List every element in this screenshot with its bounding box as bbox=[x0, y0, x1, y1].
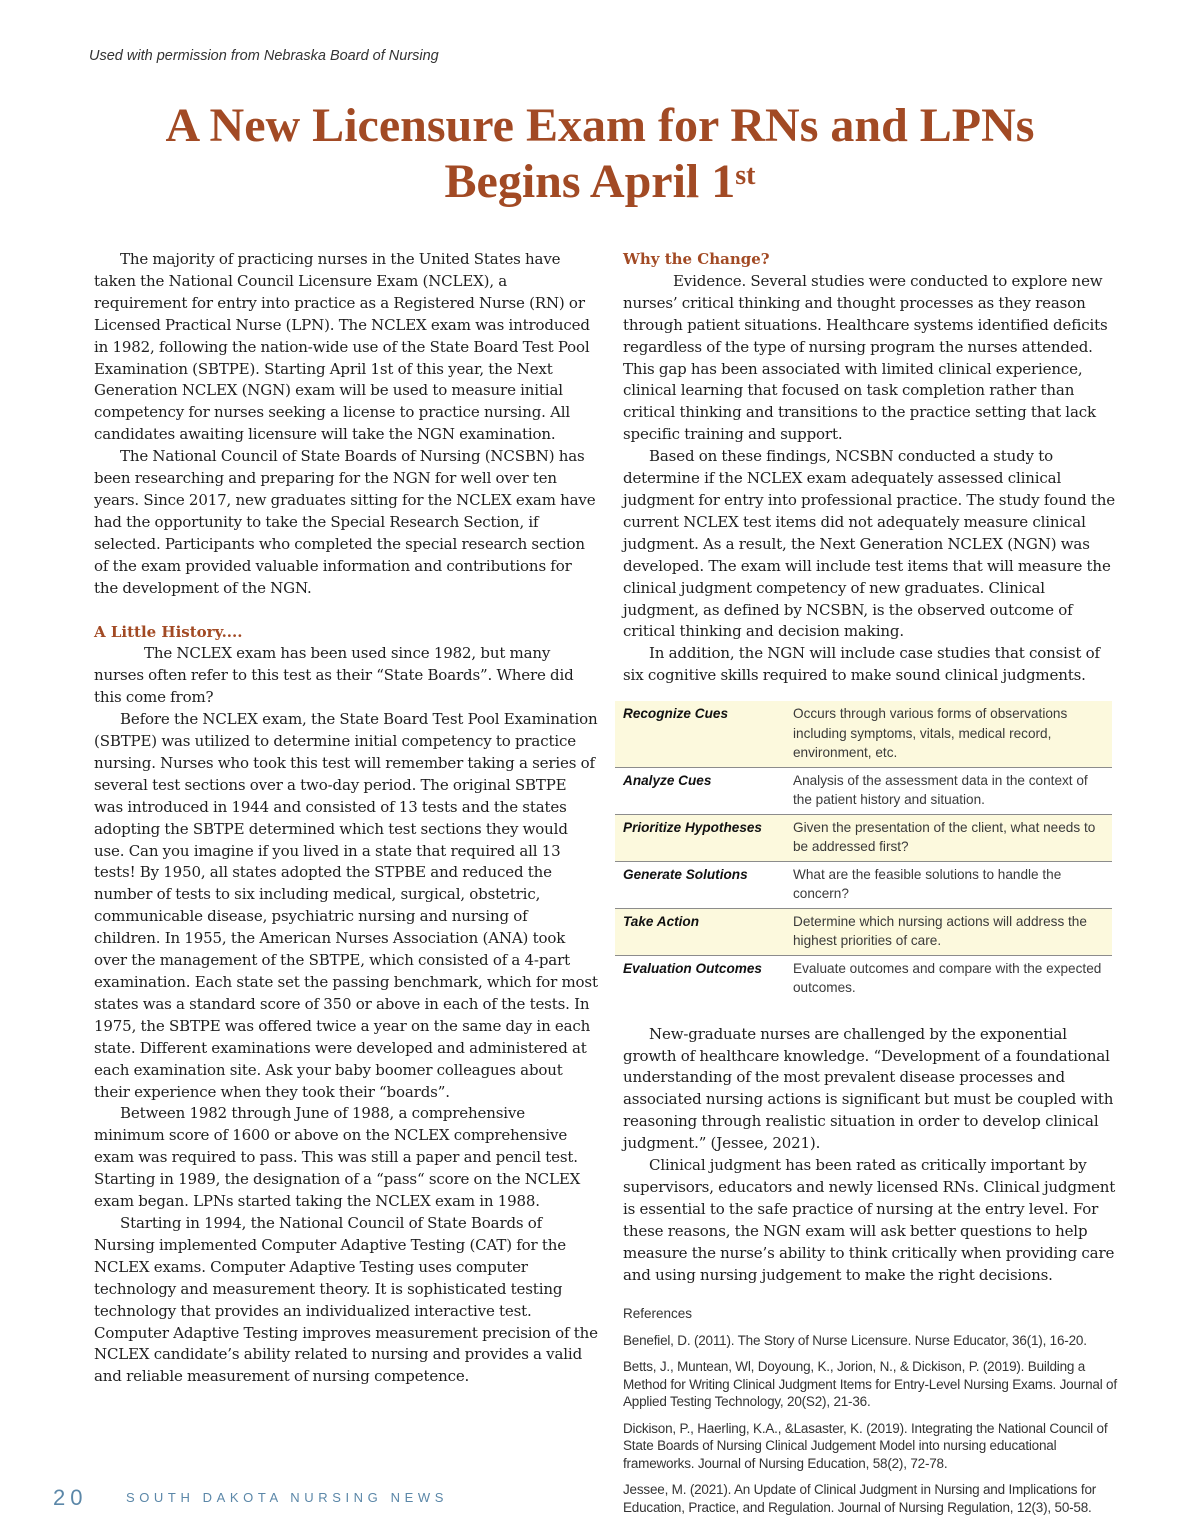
why-paragraph: Evidence. Several studies were conducted to explore new nurses’ critical thinking and thought processes as they reason through patient situations. Healthcare systems identified deficits regardless of the type of nursing program the nurses attended. This gap has been associated with limited clinical experience, clinical learning that focused on task completion rather than critical thinking and transitions to the practice setting that lack specific training and support. bbox=[623, 271, 1108, 444]
closing-paragraph: Clinical judgment has been rated as critically important by supervisors, educators and newly licensed RNs. Clinical judgment is essential to the safe practice of nursing at the entry level. For these reasons, the NGN exam will ask better questions to help measure the nurse’s ability to think critically when providing care and using nursing judgement to make the right decisions. bbox=[623, 1156, 1116, 1284]
publication-name: SOUTH DAKOTA NURSING NEWS bbox=[125, 1490, 448, 1505]
skill-name: Recognize Cues bbox=[615, 701, 785, 767]
skill-name: Take Action bbox=[615, 908, 785, 955]
table-row bbox=[615, 908, 1112, 955]
references-title: References bbox=[623, 1305, 693, 1321]
skill-name: Generate Solutions bbox=[615, 861, 785, 908]
table-row bbox=[615, 814, 1112, 861]
table-row bbox=[615, 701, 1112, 767]
closing-section bbox=[623, 1024, 1123, 1287]
title-line-2: Begins April 1 bbox=[444, 155, 736, 208]
skill-description: Occurs through various forms of observations including symptoms, vitals, medical record, environment, etc. bbox=[785, 701, 1112, 767]
why-paragraph: In addition, the NGN will include case studies that consist of six cognitive skills required to make sound clinical judgments. bbox=[623, 644, 1100, 685]
left-column bbox=[94, 249, 598, 1388]
table-row bbox=[615, 767, 1112, 814]
page-footer bbox=[53, 1485, 448, 1511]
history-paragraph: Between 1982 through June of 1988, a comprehensive minimum score of 1600 or above on the NCLEX comprehensive exam was required to pass. This was still a paper and pencil test. Starting in 1989, the designation of a “pass“ score on the NCLEX exam began. LPNs started taking the NCLEX exam in 1988. bbox=[94, 1104, 581, 1211]
permission-note: Used with permission from Nebraska Board of Nursing bbox=[89, 48, 439, 64]
skill-name: Analyze Cues bbox=[615, 767, 785, 814]
intro-paragraph: The National Council of State Boards of Nursing (NCSBN) has been researching and preparing for the NGN for well over ten years. Since 2017, new graduates sitting for the NCLEX exam have had the opportunity to take the Special Research Section, if selected. Participants who completed the special research section of the exam provided valuable information and contributions for the development of the NGN. bbox=[94, 447, 596, 597]
history-heading: A Little History.... bbox=[94, 622, 243, 641]
title-superscript: st bbox=[735, 160, 756, 191]
reference-item: Betts, J., Muntean, Wl, Doyoung, K., Jorion, N., & Dickison, P. (2019). Building a Method for Writing Clinical Judgment Items for Entry-Level Nursing Exams. Journal of Applied Testing Technology, 20(S2), 21-36. bbox=[623, 1359, 1117, 1409]
references-section bbox=[623, 1305, 1123, 1517]
skill-description: Evaluate outcomes and compare with the expected outcomes. bbox=[793, 960, 1102, 996]
reference-item: Jessee, M. (2021). An Update of Clinical Judgment in Nursing and Implications for Education, Practice, and Regulation. Journal of Nursing Regulation, 12(3), 50-58. bbox=[623, 1482, 1097, 1515]
skill-name: Evaluation Outcomes bbox=[623, 960, 762, 976]
title-line-1: A New Licensure Exam for RNs and LPNs bbox=[165, 99, 1035, 152]
skill-description: What are the feasible solutions to handle the concern? bbox=[785, 861, 1112, 908]
right-column bbox=[623, 249, 1123, 1525]
history-paragraph: Before the NCLEX exam, the State Board Test Pool Examination (SBTPE) was utilized to determine initial competency to practice nursing. Nurses who took this test will remember taking a series of several test sections over a two-day period. The original SBTPE was introduced in 1944 and consisted of 13 tests and the states adopting the SBTPE determined which test sections they would use. Can you imagine if you lived in a state that required all 13 tests! By 1950, all states adopted the STPBE and reduced the number of tests to six including medical, surgical, obstetric, communicable disease, psychiatric nursing and nursing of children. In 1955, the American Nurses Association (ANA) took over the management of the SBTPE, which consisted of a 4-part examination. Each state set the passing benchmark, which for most states was a standard score of 350 or above in each of the tests. In 1975, the SBTPE was offered twice a year on the same day in each state. Different examinations were developed and administered at each examination site. Ask your baby boomer colleagues about their experience when they took their “boards”. bbox=[94, 710, 598, 1101]
page-number: 20 bbox=[53, 1485, 88, 1510]
skill-description: Given the presentation of the client, what needs to be addressed first? bbox=[785, 814, 1112, 861]
reference-item: Dickison, P., Haerling, K.A., &Lasaster, K. (2019). Integrating the National Council of State Boards of Nursing Clinical Judgement Model into nursing educational frameworks. Journal of Nursing Education, 58(2), 72-78. bbox=[623, 1420, 1108, 1471]
closing-paragraph: New-graduate nurses are challenged by the exponential growth of healthcare knowledge. “Development of a foundational understanding of the most prevalent disease processes and associated nursing actions is significant but must be coupled with reasoning through realistic situation in order to develop clinical judgment.” (Jessee, 2021). bbox=[623, 1024, 1114, 1153]
skill-name: Prioritize Hypotheses bbox=[615, 814, 785, 861]
skill-description: Analysis of the assessment data in the context of the patient history and situation. bbox=[785, 767, 1112, 814]
why-heading: Why the Change? bbox=[623, 250, 770, 268]
cognitive-skills-table bbox=[615, 701, 1112, 1002]
intro-paragraph: The majority of practicing nurses in the United States have taken the National Council Licensure Exam (NCLEX), a requirement for entry into practice as a Registered Nurse (RN) or Licensed Practical Nurse (LPN). The NCLEX exam was introduced in 1982, following the nation-wide use of the State Board Test Pool Examination (SBTPE). Starting April 1st of this year, the Next Generation NCLEX (NGN) exam will be used to measure initial competency for nurses seeking a license to practice nursing. All candidates awaiting licensure will take the NGN examination. bbox=[94, 250, 590, 444]
history-paragraph: The NCLEX exam has been used since 1982, but many nurses often refer to this test as their “State Boards”. Where did this come from? bbox=[94, 644, 574, 707]
history-paragraph: Starting in 1994, the National Council of State Boards of Nursing implemented Computer Adaptive Testing (CAT) for the NCLEX exams. Computer Adaptive Testing uses computer technology and measurement theory. It is sophisticated testing technology that provides an individualized interactive test. Computer Adaptive Testing improves measurement precision of the NCLEX candidate’s ability related to nursing and provides a valid and reliable measurement of nursing competence. bbox=[94, 1213, 598, 1386]
table-row bbox=[615, 861, 1112, 908]
reference-item: Benefiel, D. (2011). The Story of Nurse Licensure. Nurse Educator, 36(1), 16-20. bbox=[623, 1332, 1087, 1348]
table-row bbox=[615, 955, 1112, 1002]
article-title bbox=[60, 98, 1140, 210]
skill-description: Determine which nursing actions will address the highest priorities of care. bbox=[785, 908, 1112, 955]
why-paragraph: Based on these findings, NCSBN conducted a study to determine if the NCLEX exam adequately assessed clinical judgment for entry into professional practice. The study found the current NCLEX test items did not adequately measure clinical judgment. As a result, the Next Generation NCLEX (NGN) was developed. The exam will include test items that will measure the clinical judgment competency of new graduates. Clinical judgment, as defined by NCSBN, is the observed outcome of critical thinking and decision making. bbox=[623, 447, 1116, 641]
